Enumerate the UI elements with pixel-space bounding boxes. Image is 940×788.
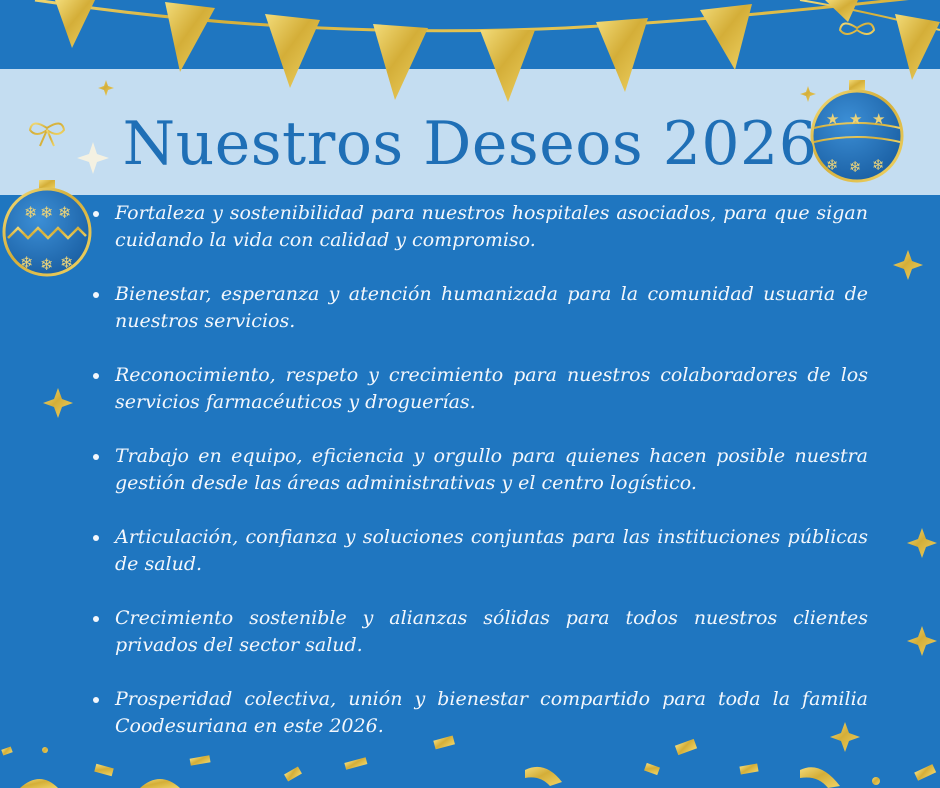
bunting-flag-icon	[165, 2, 215, 72]
wish-text: Prosperidad colectiva, unión y bienestar compartido para toda la familia Coodesuriana en este 2026.	[115, 688, 868, 737]
list-item	[85, 524, 868, 578]
svg-text:❄: ❄	[24, 203, 38, 222]
list-item	[85, 443, 868, 497]
svg-text:❄: ❄	[40, 255, 54, 274]
wish-text: Bienestar, esperanza y atención humanizada para la comunidad usuaria de nuestros servicios.	[115, 283, 868, 332]
wish-text: Trabajo en equipo, eficiencia y orgullo para quienes hacen posible nuestra gestión desde las áreas administrativas y el centro logístico.	[115, 445, 868, 494]
bullet-icon	[93, 211, 99, 217]
bunting-flag-icon	[596, 18, 648, 92]
list-item	[85, 200, 868, 254]
svg-text:❄: ❄	[58, 203, 72, 222]
bunting-flag-icon	[55, 0, 95, 48]
list-item	[85, 686, 868, 740]
sparkle-star-icon	[800, 86, 816, 102]
list-item	[85, 605, 868, 659]
sparkle-star-icon	[907, 528, 937, 558]
wish-text: Articulación, confianza y soluciones conjuntas para las instituciones públicas de salud.	[115, 526, 868, 575]
bullet-icon	[93, 292, 99, 298]
bullet-icon	[93, 697, 99, 703]
bullet-icon	[93, 535, 99, 541]
bullet-icon	[93, 373, 99, 379]
list-item	[85, 362, 868, 416]
svg-text:❄: ❄	[20, 253, 34, 272]
bunting-flag-icon	[373, 24, 428, 100]
sparkle-star-icon	[43, 388, 73, 418]
sparkle-star-icon	[893, 250, 923, 280]
bullet-icon	[93, 454, 99, 460]
sparkle-star-icon	[98, 80, 114, 96]
svg-text:★: ★	[826, 110, 840, 128]
wishes-list	[85, 200, 868, 767]
sparkle-star-icon	[907, 626, 937, 656]
bullet-icon	[93, 616, 99, 622]
wish-text: Crecimiento sostenible y alianzas sólidas para todos nuestros clientes privados del sector salud.	[115, 607, 868, 656]
bunting-flag-icon	[480, 30, 535, 102]
wish-text: Fortaleza y sostenibilidad para nuestros hospitales asociados, para que sigan cuidando la vida con calidad y compromiso.	[115, 202, 868, 251]
svg-text:❄: ❄	[60, 253, 74, 272]
svg-text:❄: ❄	[40, 203, 54, 222]
bunting-flag-icon	[700, 4, 752, 70]
svg-text:❄: ❄	[872, 156, 885, 174]
svg-text:★: ★	[849, 110, 863, 128]
page-title: Nuestros Deseos 2026	[122, 109, 818, 179]
bunting-flag-icon	[265, 14, 320, 88]
bunting-flag-icon	[895, 14, 940, 80]
svg-text:❄: ❄	[849, 158, 862, 176]
svg-text:★: ★	[872, 110, 886, 128]
wish-text: Reconocimiento, respeto y crecimiento para nuestros colaboradores de los servicios farmacéuticos y droguerías.	[115, 364, 868, 413]
list-item	[85, 281, 868, 335]
svg-text:❄: ❄	[826, 156, 839, 174]
